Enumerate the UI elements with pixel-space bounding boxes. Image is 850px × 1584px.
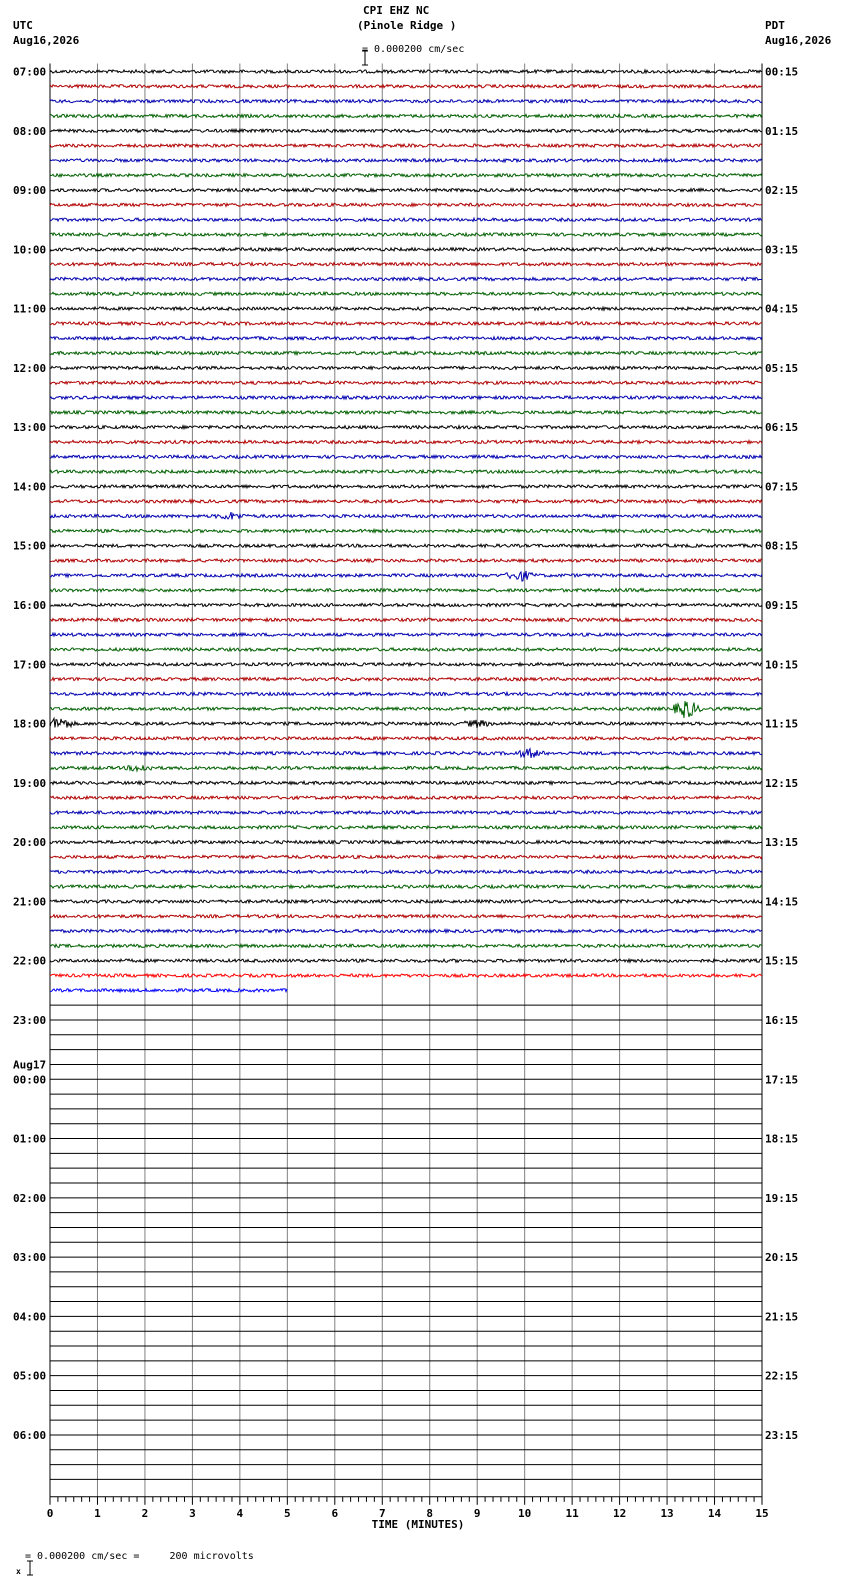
utc-hour-label: 14:00	[13, 480, 47, 494]
trace-row-46	[50, 749, 762, 758]
trace-row-22	[50, 396, 762, 399]
pdt-time-label: 06:15	[765, 421, 799, 435]
trace-row-14	[50, 277, 762, 280]
trace-row-32	[50, 544, 762, 547]
trace-row-2	[50, 100, 762, 103]
trace-row-62	[50, 989, 287, 992]
x-tick-label: 2	[141, 1506, 149, 1520]
trace-row-54	[50, 870, 762, 873]
x-tick-label: 5	[284, 1506, 291, 1520]
trace-row-11	[50, 233, 762, 236]
utc-hour-label: 12:00	[13, 361, 47, 375]
x-tick-label: 12	[612, 1506, 627, 1520]
footer-scale-text: = 0.000200 cm/sec = 200 microvolts	[25, 1551, 254, 1562]
trace-row-3	[50, 114, 762, 117]
pdt-time-label: 14:15	[765, 895, 799, 909]
utc-hour-label: 04:00	[13, 1310, 47, 1324]
trace-row-12	[50, 248, 762, 251]
trace-row-21	[50, 381, 762, 384]
pdt-time-label: 09:15	[765, 599, 799, 613]
trace-row-18	[50, 337, 762, 340]
trace-row-45	[50, 737, 762, 740]
x-axis	[47, 1497, 769, 1531]
x-tick-label: 3	[189, 1506, 196, 1520]
trace-row-49	[50, 796, 762, 799]
trace-row-24	[50, 426, 762, 429]
trace-row-57	[50, 915, 762, 918]
trace-row-9	[50, 203, 762, 206]
x-tick-label: 1	[94, 1506, 101, 1520]
trace-row-43	[50, 701, 762, 718]
pdt-time-label: 12:15	[765, 776, 799, 790]
utc-hour-label: 16:00	[13, 599, 47, 613]
left-timezone: UTC	[13, 19, 33, 32]
trace-row-50	[50, 811, 762, 814]
traces	[50, 70, 762, 992]
trace-row-34	[50, 571, 762, 581]
utc-hour-label: 20:00	[13, 836, 47, 850]
trace-row-4	[50, 129, 762, 132]
trace-row-38	[50, 633, 762, 636]
trace-row-42	[50, 692, 762, 695]
x-tick-label: 11	[565, 1506, 579, 1520]
utc-hour-label: 11:00	[13, 302, 47, 316]
trace-row-59	[50, 944, 762, 947]
pdt-time-label: 10:15	[765, 658, 799, 672]
utc-hour-label: 18:00	[13, 717, 47, 731]
trace-row-30	[50, 512, 762, 519]
utc-hour-label: 08:00	[13, 124, 47, 138]
footer-scale-icon	[3, 1546, 23, 1576]
trace-row-25	[50, 440, 762, 443]
pdt-time-label: 05:15	[765, 361, 799, 375]
x-tick-label: 14	[707, 1506, 722, 1520]
trace-row-8	[50, 189, 762, 192]
trace-row-0	[50, 70, 762, 73]
x-tick-label: 4	[236, 1506, 244, 1520]
utc-hour-label: 15:00	[13, 539, 47, 553]
utc-hour-label: 05:00	[13, 1369, 47, 1383]
pdt-time-label: 22:15	[765, 1369, 799, 1383]
trace-row-47	[50, 765, 762, 771]
trace-row-40	[50, 663, 762, 666]
pdt-time-label: 08:15	[765, 539, 799, 553]
trace-row-58	[50, 930, 762, 933]
pdt-time-label: 21:15	[765, 1310, 799, 1324]
pdt-time-label: 02:15	[765, 184, 799, 198]
x-tick-label: 0	[46, 1506, 54, 1520]
trace-row-29	[50, 500, 762, 503]
trace-row-26	[50, 455, 762, 458]
svg-text:x: x	[16, 1567, 22, 1576]
utc-hour-label: 17:00	[13, 658, 47, 672]
x-tick-label: 13	[660, 1506, 674, 1520]
trace-row-28	[50, 485, 762, 488]
trace-row-61	[50, 974, 762, 977]
utc-hour-label: 22:00	[13, 954, 47, 968]
utc-hour-label: 13:00	[13, 421, 47, 435]
pdt-time-label: 19:15	[765, 1191, 799, 1205]
utc-hour-label: 01:00	[13, 1132, 47, 1146]
utc-hour-label: 10:00	[13, 243, 47, 257]
pdt-time-label: 03:15	[765, 243, 799, 257]
trace-row-20	[50, 366, 762, 369]
pdt-time-label: 20:15	[765, 1251, 799, 1265]
x-tick-label: 10	[518, 1506, 532, 1520]
utc-hour-label: 03:00	[13, 1251, 47, 1265]
trace-row-55	[50, 885, 762, 888]
x-axis-label: TIME (MINUTES)	[371, 1517, 465, 1531]
pdt-time-label: 00:15	[765, 65, 799, 79]
trace-row-60	[50, 959, 762, 962]
x-tick-label: 6	[331, 1506, 339, 1520]
pdt-time-label: 15:15	[765, 954, 799, 968]
x-tick-label: 9	[473, 1506, 481, 1520]
trace-row-19	[50, 352, 762, 355]
pdt-time-label: 07:15	[765, 480, 799, 494]
trace-row-53	[50, 855, 762, 858]
station-location: (Pinole Ridge )	[357, 19, 457, 32]
trace-row-44	[50, 718, 762, 728]
utc-date-label: Aug17	[13, 1058, 47, 1072]
trace-row-1	[50, 85, 762, 88]
utc-hour-label: 06:00	[13, 1428, 47, 1442]
trace-row-39	[50, 648, 762, 651]
utc-hour-label: 07:00	[13, 65, 47, 79]
trace-row-48	[50, 781, 762, 784]
right-timezone: PDT	[765, 19, 785, 32]
trace-row-51	[50, 826, 762, 829]
pdt-time-label: 04:15	[765, 302, 799, 316]
utc-hour-label: 00:00	[13, 1073, 47, 1087]
x-tick-label: 15	[755, 1506, 769, 1520]
trace-row-17	[50, 322, 762, 325]
utc-hour-label: 19:00	[13, 776, 47, 790]
trace-row-36	[50, 603, 762, 606]
trace-row-31	[50, 529, 762, 532]
trace-row-56	[50, 900, 762, 903]
utc-hour-label: 09:00	[13, 184, 47, 198]
trace-row-15	[50, 292, 762, 295]
pdt-time-label: 11:15	[765, 717, 799, 731]
left-date: Aug16,2026	[13, 34, 80, 47]
trace-row-23	[50, 411, 762, 414]
trace-row-41	[50, 678, 762, 681]
pdt-time-label: 01:15	[765, 124, 799, 138]
trace-row-35	[50, 589, 762, 592]
trace-row-6	[50, 159, 762, 162]
right-date: Aug16,2026	[765, 34, 832, 47]
scale-text: = 0.000200 cm/sec	[362, 44, 465, 55]
trace-row-13	[50, 263, 762, 266]
trace-row-7	[50, 174, 762, 177]
utc-hour-label: 23:00	[13, 1013, 47, 1027]
pdt-time-label: 23:15	[765, 1428, 799, 1442]
pdt-time-label: 13:15	[765, 836, 799, 850]
pdt-time-label: 16:15	[765, 1013, 799, 1027]
x-tick-label: 8	[426, 1506, 434, 1520]
trace-row-37	[50, 618, 762, 621]
trace-row-33	[50, 559, 762, 562]
trace-row-10	[50, 218, 762, 221]
trace-row-27	[50, 470, 762, 473]
x-tick-label: 7	[378, 1506, 386, 1520]
pdt-time-label: 18:15	[765, 1132, 799, 1146]
utc-hour-label: 02:00	[13, 1191, 47, 1205]
station-title: CPI EHZ NC	[363, 4, 430, 17]
trace-row-5	[50, 144, 762, 147]
pdt-time-label: 17:15	[765, 1073, 799, 1087]
utc-hour-label: 21:00	[13, 895, 47, 909]
trace-row-52	[50, 841, 762, 844]
trace-row-16	[50, 307, 762, 310]
